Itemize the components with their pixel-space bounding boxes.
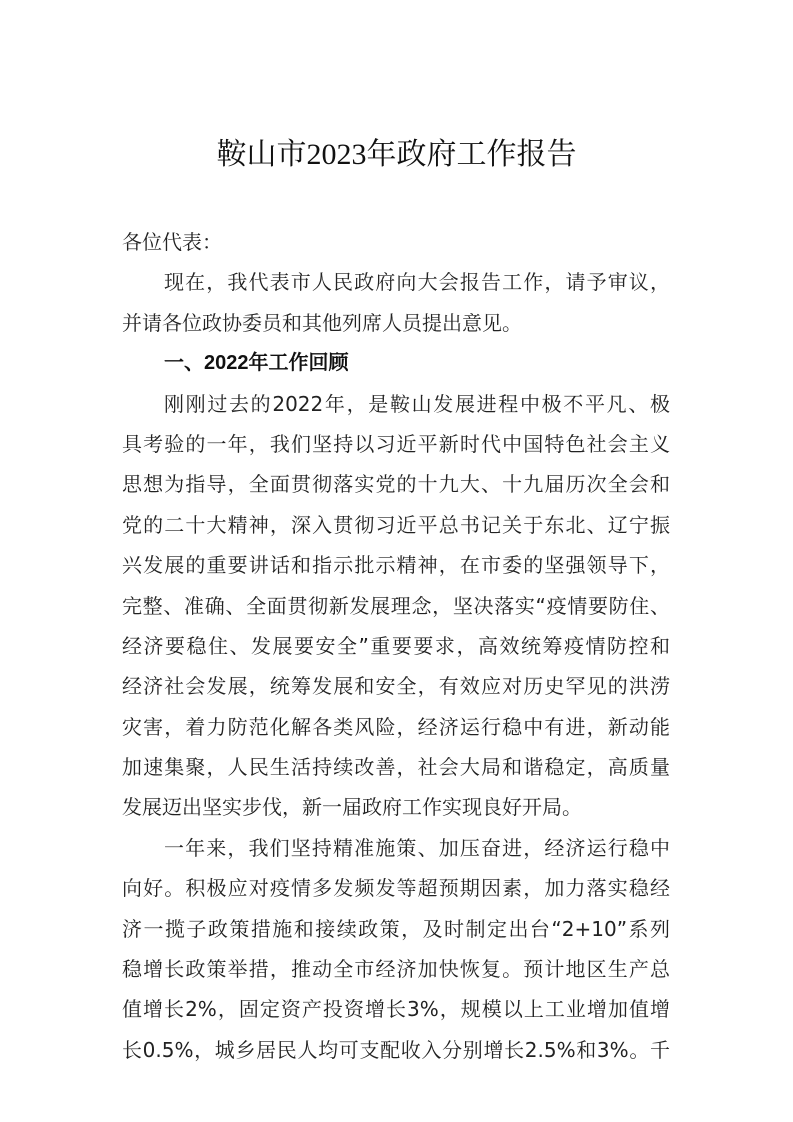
paragraph-line: 思想为指导，全面贯彻落实党的十九大、十九届历次全会和 bbox=[122, 472, 670, 497]
paragraph-line: 值增长2%，固定资产投资增长3%，规模以上工业增加值增 bbox=[122, 997, 670, 1022]
intro-line: 并请各位政协委员和其他列席人员提出意见。 bbox=[122, 310, 522, 335]
salutation: 各位代表： bbox=[122, 230, 222, 254]
paragraph-line: 党的二十大精神，深入贯彻习近平总书记关于东北、辽宁振 bbox=[122, 512, 670, 537]
paragraph-line: 一年来，我们坚持精准施策、加压奋进，经济运行稳中 bbox=[164, 835, 670, 860]
paragraph-line: 稳增长政策举措，推动全市经济加快恢复。预计地区生产总 bbox=[122, 957, 670, 982]
paragraph-line: 向好。积极应对疫情多发频发等超预期因素，加力落实稳经 bbox=[122, 876, 670, 901]
paragraph-line: 经济社会发展，统筹发展和安全，有效应对历史罕见的洪涝 bbox=[122, 674, 670, 699]
document-title: 鞍山市2023年政府工作报告 bbox=[216, 138, 577, 171]
paragraph-line: 济一揽子政策措施和接续政策，及时制定出台“2+10”系列 bbox=[122, 916, 670, 941]
paragraph-line: 灾害，着力防范化解各类风险，经济运行稳中有进，新动能 bbox=[122, 714, 670, 739]
paragraph-line: 加速集聚，人民生活持续改善，社会大局和谐稳定，高质量 bbox=[122, 755, 670, 780]
paragraph-line: 发展迈出坚实步伐，新一届政府工作实现良好开局。 bbox=[122, 795, 582, 820]
paragraph-line: 完整、准确、全面贯彻新发展理念，坚决落实“疫情要防住、 bbox=[122, 593, 670, 618]
section-heading: 一、2022年工作回顾 bbox=[164, 352, 349, 375]
paragraph-line: 兴发展的重要讲话和指示批示精神，在市委的坚强领导下， bbox=[122, 553, 670, 578]
paragraph-line: 经济要稳住、发展要安全”重要要求，高效统筹疫情防控和 bbox=[122, 633, 670, 658]
intro-line: 现在，我代表市人民政府向大会报告工作，请予审议， bbox=[164, 270, 670, 295]
paragraph-line: 具考验的一年，我们坚持以习近平新时代中国特色社会主义 bbox=[122, 431, 670, 456]
paragraph-line: 长0.5%，城乡居民人均可支配收入分别增长2.5%和3%。千 bbox=[122, 1037, 670, 1062]
document-body bbox=[122, 222, 670, 1070]
paragraph-line: 刚刚过去的2022年，是鞍山发展进程中极不平凡、极 bbox=[164, 391, 670, 416]
